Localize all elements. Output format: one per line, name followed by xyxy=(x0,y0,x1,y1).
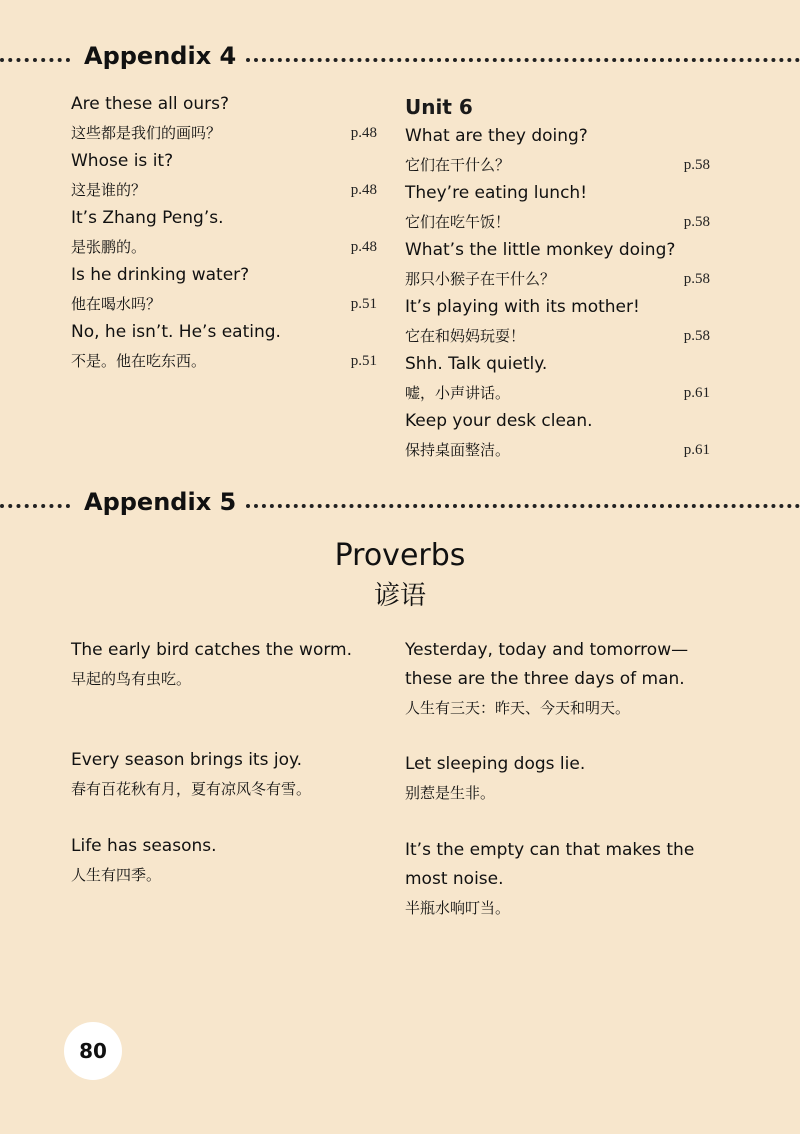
page-reference: p.61 xyxy=(683,385,710,401)
phrase-entry xyxy=(405,293,710,350)
phrase-chinese xyxy=(405,322,710,350)
proverb-chinese: 早起的鸟有虫吃。 xyxy=(71,670,192,688)
phrase-english: What’s the little monkey doing? xyxy=(405,240,676,260)
page-reference: p.58 xyxy=(683,214,710,230)
proverb-english: The early bird catches the worm. xyxy=(71,640,353,660)
proverb-entry xyxy=(71,636,352,693)
phrase-chinese-text: 它们在干什么？ xyxy=(405,156,511,174)
dotted-rule-right xyxy=(246,58,800,62)
proverb-chinese: 人生有三天：昨天、今天和明天。 xyxy=(405,699,631,717)
page-reference: p.51 xyxy=(350,353,377,369)
appendix-4-left-column xyxy=(71,90,377,375)
phrase-chinese-text: 这是谁的？ xyxy=(71,181,147,199)
phrase-english: Is he drinking water? xyxy=(71,265,250,285)
phrase-entry xyxy=(405,122,710,179)
phrase-english: It’s playing with its mother! xyxy=(405,297,640,317)
phrase-chinese xyxy=(71,176,377,204)
phrase-chinese-text: 它在和妈妈玩耍！ xyxy=(405,327,526,345)
phrase-english: Whose is it? xyxy=(71,151,174,171)
phrase-english: Shh. Talk quietly. xyxy=(405,354,548,374)
proverb-english-line-2: these are the three days of man. xyxy=(405,669,685,689)
unit-title: Unit 6 xyxy=(405,95,473,119)
page-reference: p.51 xyxy=(350,296,377,312)
phrase-english: What are they doing? xyxy=(405,126,588,146)
proverb-chinese: 春有百花秋有月，夏有凉风冬有雪。 xyxy=(71,780,312,798)
page-reference: p.58 xyxy=(683,157,710,173)
phrase-chinese xyxy=(405,265,710,293)
page-reference: p.48 xyxy=(350,182,377,198)
phrase-entry xyxy=(71,318,377,375)
phrase-entry xyxy=(405,179,710,236)
phrase-entry xyxy=(71,147,377,204)
page-reference: p.48 xyxy=(350,125,377,141)
phrase-english: Keep your desk clean. xyxy=(405,411,593,431)
phrase-chinese xyxy=(71,290,377,318)
appendix-4-header xyxy=(0,40,800,80)
phrase-chinese-text: 他在喝水吗？ xyxy=(71,295,162,313)
phrase-chinese-text: 那只小猴子在干什么？ xyxy=(405,270,556,288)
appendix-4-title: Appendix 4 xyxy=(84,42,237,70)
proverb-chinese: 别惹是生非。 xyxy=(405,784,496,802)
proverb-chinese: 人生有四季。 xyxy=(71,866,162,884)
phrase-chinese xyxy=(405,379,710,407)
proverbs-heading: Proverbs xyxy=(334,538,466,573)
page-reference: p.48 xyxy=(350,239,377,255)
phrase-chinese xyxy=(71,119,377,147)
phrase-english: They’re eating lunch! xyxy=(405,183,588,203)
appendix-5-title: Appendix 5 xyxy=(84,488,237,516)
page-reference: p.58 xyxy=(683,328,710,344)
phrase-chinese-text: 这些都是我们的画吗？ xyxy=(71,124,222,142)
phrase-chinese xyxy=(71,233,377,261)
appendix-5-header xyxy=(0,486,800,526)
dotted-rule-left xyxy=(0,58,70,62)
proverb-chinese: 半瓶水响叮当。 xyxy=(405,899,511,917)
phrase-chinese-text: 保持桌面整洁。 xyxy=(405,441,511,459)
dotted-rule-right xyxy=(246,504,800,508)
phrase-entry xyxy=(405,407,710,464)
proverb-english: Life has seasons. xyxy=(71,836,217,856)
phrase-english: No, he isn’t. He’s eating. xyxy=(71,322,281,342)
appendix-4-right-column xyxy=(405,92,710,464)
phrase-chinese xyxy=(71,347,377,375)
page-number: 80 xyxy=(64,1022,122,1080)
proverb-english-line-1: Yesterday, today and tomorrow— xyxy=(405,640,689,660)
phrase-chinese-text: 嘘，小声讲话。 xyxy=(405,384,511,402)
phrase-chinese xyxy=(405,436,710,464)
phrase-entry xyxy=(405,236,710,293)
phrase-entry xyxy=(71,90,377,147)
phrase-english: Are these all ours? xyxy=(71,94,230,114)
phrase-entry xyxy=(71,204,377,261)
proverbs-heading-chinese: 谚语 xyxy=(373,581,426,611)
proverb-entry xyxy=(405,836,694,922)
phrase-chinese-text: 不是。他在吃东西。 xyxy=(71,352,207,370)
proverb-english-line-2: most noise. xyxy=(405,869,504,889)
proverb-entry xyxy=(71,832,217,889)
proverb-english: Let sleeping dogs lie. xyxy=(405,754,586,774)
dotted-rule-left xyxy=(0,504,70,508)
proverb-english-line-1: It’s the empty can that makes the xyxy=(405,840,695,860)
proverb-english: Every season brings its joy. xyxy=(71,750,303,770)
phrase-chinese xyxy=(405,151,710,179)
phrase-entry xyxy=(71,261,377,318)
phrase-entry xyxy=(405,350,710,407)
proverb-entry xyxy=(71,746,311,803)
phrase-chinese-text: 是张鹏的。 xyxy=(71,238,147,256)
proverb-entry xyxy=(405,636,688,722)
page-reference: p.61 xyxy=(683,442,710,458)
proverb-entry xyxy=(405,750,585,807)
page-reference: p.58 xyxy=(683,271,710,287)
phrase-english: It’s Zhang Peng’s. xyxy=(71,208,224,228)
phrase-chinese-text: 它们在吃午饭！ xyxy=(405,213,511,231)
phrase-chinese xyxy=(405,208,710,236)
